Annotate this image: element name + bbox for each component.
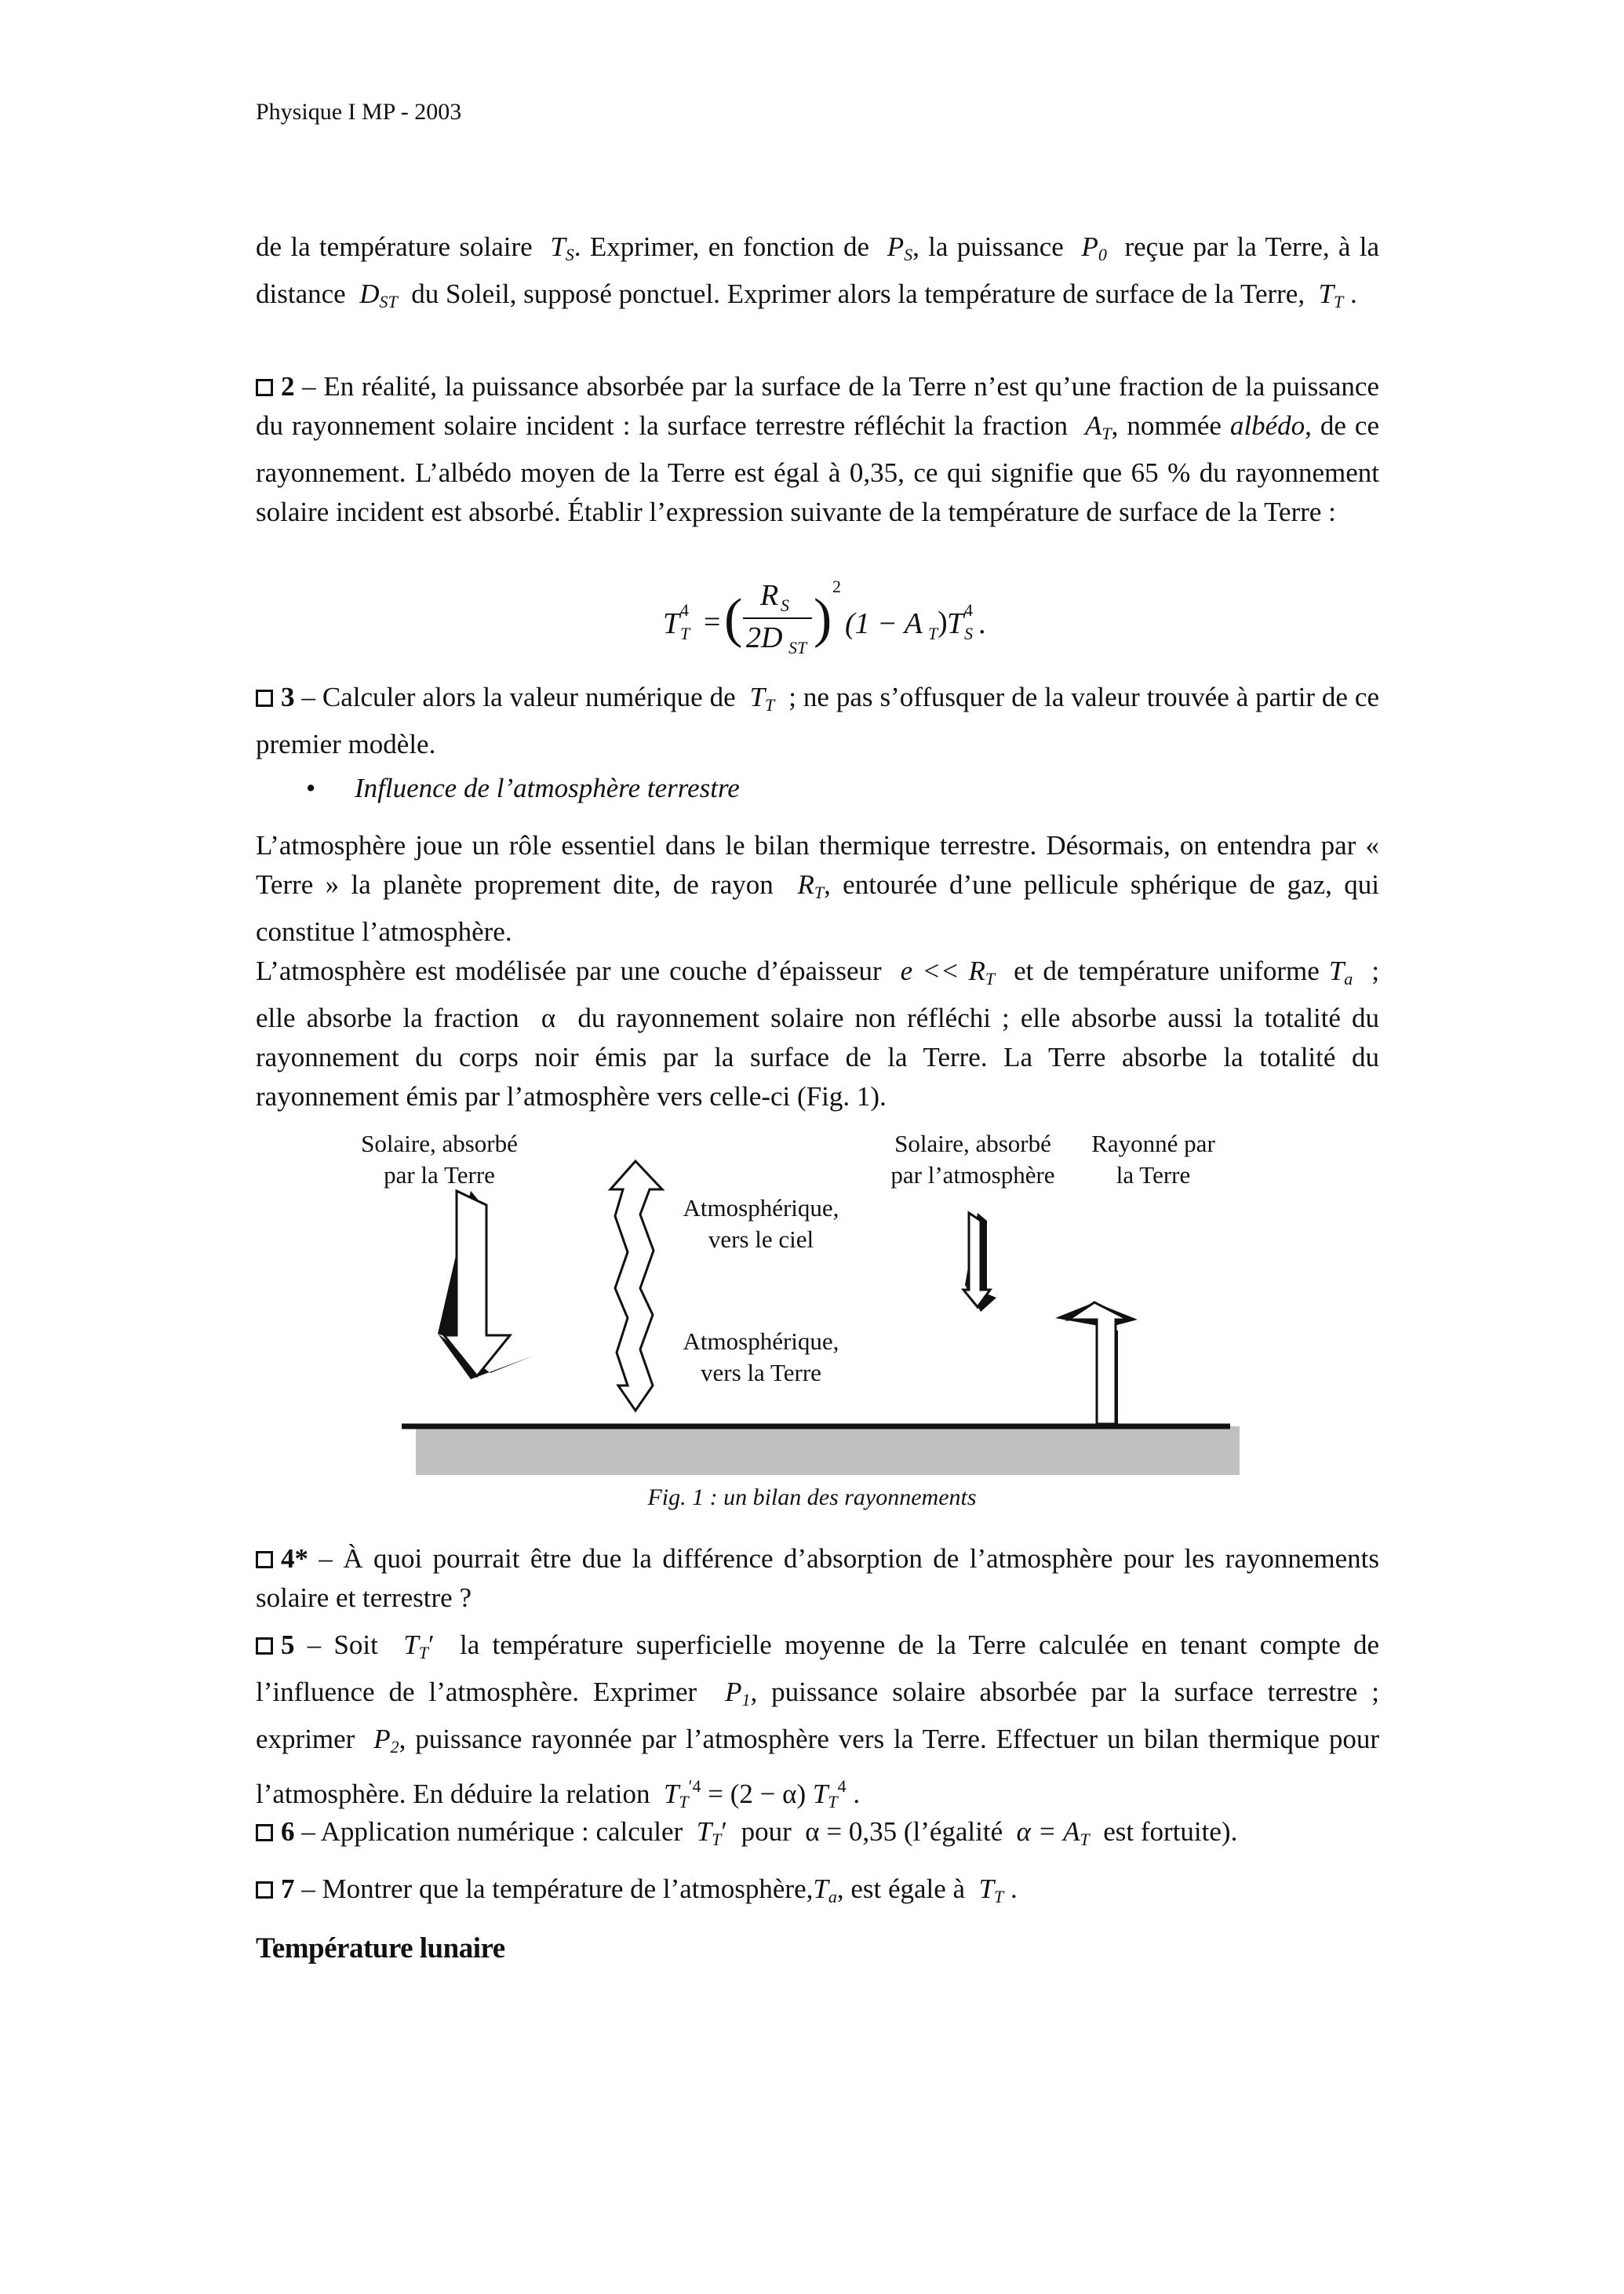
question-7: 7 – Montrer que la température de $l’atmosphère,T_a$, est égale à $T_T$ . (256, 1870, 1379, 1917)
checkbox-icon (256, 690, 273, 707)
question-5: 5 – Soit $T_T'$ la température superficielle moyenne de la Terre calculée en tenant compte de l’influence de l’atmosphère. Exprimer $P_1$, puissance solaire absorbée par la surface terrestre ; exprimer $P_2$, puissance rayonnée par l’atmosphère vers la Terre. Effectuer un bilan thermique pour l’atmosphère. En déduire la relation $T_T^{'4} = (2 - \alpha)$ $T_T^4$ . (256, 1629, 1380, 1812)
checkbox-icon (256, 1824, 273, 1841)
question-6: 6 – Application numérique : calculer $T_T'$ pour α = 0,35 (l’égalité $\alpha = A_T$ est fortuite). (256, 1812, 1379, 1859)
paragraph-model: L’atmosphère est modélisée par une couche d’épaisseur $e << R_T$ et de température uniforme $T_a$ ; elle absorbe la fraction α du rayonnement solaire non réfléchi ; elle absorbe aussi la totalité du rayonnement du corps noir émis par la surface de la Terre. La Terre absorbe la totalité du rayonnement émis par l’atmosphère vers celle-ci (Fig. 1). (256, 956, 1380, 1112)
question-4: 4* – À quoi pourrait être due la différence d’absorption de l’atmosphère pour les rayonnements solaire et terrestre ? (256, 1543, 1379, 1613)
label-solar-absorbed-by-atmosphere: Solaire, absorbé par l’atmosphère (890, 1130, 1055, 1189)
arrow-solar-absorbed-by-earth (438, 1191, 533, 1379)
arrow-solar-absorbed-by-atmosphere (963, 1213, 996, 1312)
running-header: Physique I MP - 2003 (256, 99, 462, 125)
label-atmospheric-to-sky: Atmosphérique, vers le ciel (683, 1194, 839, 1253)
label-solar-absorbed-by-earth: Solaire, absorbé par la Terre (361, 1130, 518, 1189)
arrow-radiated-by-earth (1055, 1302, 1138, 1424)
equation-temperature: T T 4 = ( R S 2D ST ) 2 (1 − A T ) T S 4 . (663, 577, 986, 657)
arrow-atmospheric-two-way (610, 1161, 662, 1411)
question-2: 2 – En réalité, la puissance absorbée par la surface de la Terre n’est qu’une fraction de la puissance du rayonnement solaire incident : la surface terrestre réfléchit la fraction $A_T$, nommée albédo, de ce rayonnement. L’albédo moyen de la Terre est égal à 0,35, ce qui signifie que 65 % du rayonnement solaire incident est absorbé. Établir l’expression suivante de la température de surface de la Terre : (256, 371, 1380, 527)
figure-radiation-balance (345, 1114, 1318, 1506)
checkbox-icon (256, 379, 273, 396)
checkbox-icon (256, 1637, 273, 1655)
section-title: Température lunaire (256, 1932, 505, 1964)
question-3: 3 – Calculer alors la valeur numérique de $T_T$ ; ne pas s’offusquer de la valeur trouvée à partir de ce premier modèle. (256, 682, 1379, 759)
bullet-heading: • Influence de l’atmosphère terrestre (306, 773, 740, 803)
checkbox-icon (256, 1881, 273, 1899)
label-atmospheric-to-earth: Atmosphérique, vers la Terre (683, 1327, 839, 1386)
paragraph-atmosphere: L’atmosphère joue un rôle essentiel dans le bilan thermique terrestre. Désormais, on entendra par « Terre » la planète proprement dite, de rayon $R_T$, entourée d’une pellicule sphérique de gaz, qui constitue l’atmosphère. (256, 830, 1379, 947)
label-radiated-by-earth: Rayonné par la Terre (1091, 1130, 1215, 1189)
paragraph-intro: de la température solaire $T_S$. Exprimer, en fonction de $P_S$, la puissance $P_0$ reçue par la Terre, à la distance $D_{ST}$ du Soleil, supposé ponctuel. Exprimer alors la température de surface de la Terre, $T_T$ . (256, 231, 1380, 311)
ground-surface (416, 1426, 1240, 1475)
figure-caption: Fig. 1 : un bilan des rayonnements (647, 1484, 977, 1510)
checkbox-icon (256, 1551, 273, 1568)
